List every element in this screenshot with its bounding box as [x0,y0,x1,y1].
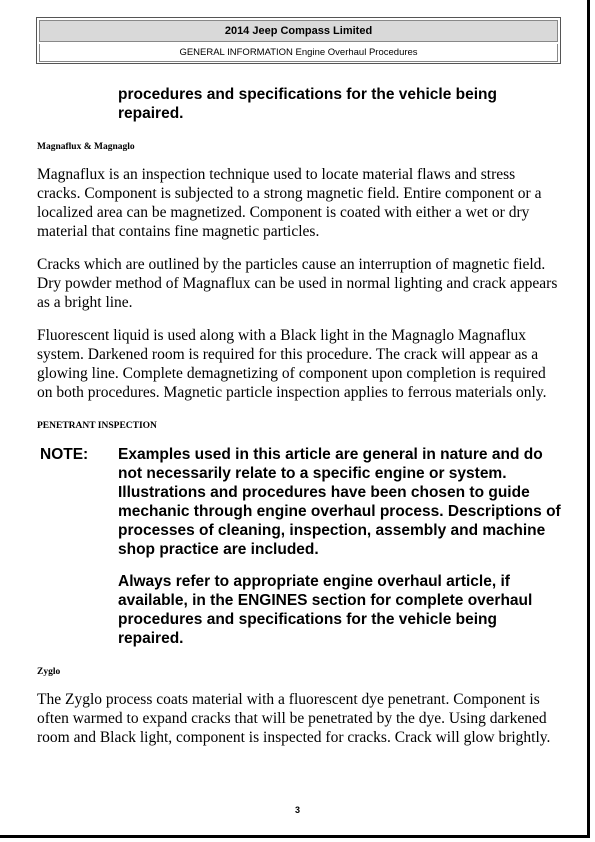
note-paragraph-1: Examples used in this article are general in nature and do not necessarily relate to a specific engine or system. Illustrations and procedures have been chosen to guide mechanic through engine overhaul process. Descriptions of processes of cleaning, inspection, assembly and machine shop practice are included. [118,446,561,558]
paragraph-magnaflux-2: Cracks which are outlined by the particles cause an interruption of magnetic field. Dry powder method of Magnaflux can be used in normal lighting and crack appears as a bright line. [37,256,558,311]
heading-zyglo: Zyglo [37,667,61,677]
paragraph-magnaflux-1: Magnaflux is an inspection technique used to locate material flaws and stress cracks. Component is subjected to a strong magnetic field. Entire component or a localized area can be magnetized. Component is coated with either a wet or dry material that contains fine magnetic particles. [37,166,542,240]
heading-penetrant-inspection: PENETRANT INSPECTION [37,421,157,431]
note-body [118,445,562,648]
note-label: NOTE: [40,446,89,463]
vehicle-title: 2014 Jeep Compass Limited [39,20,558,42]
page-number: 3 [294,805,300,815]
note-block [37,445,562,648]
note-paragraph-2: Always refer to appropriate engine overhaul article, if available, in the ENGINES section for complete overhaul procedures and specifications for the vehicle being repaired. [118,573,533,647]
heading-magnaflux: Magnaflux & Magnaglo [37,142,135,152]
page-content [37,85,562,747]
continued-note-text: procedures and specifications for the vehicle being repaired. [118,86,497,122]
paragraph-magnaflux-3: Fluorescent liquid is used along with a Black light in the Magnaglo Magnaflux system. Darkened room is required for this procedure. The crack will appear as a glowing line. Complete demagnetizing of component upon completion is required on both procedures. Magnetic particle inspection applies to ferrous materials only. [37,327,547,401]
section-subtitle: GENERAL INFORMATION Engine Overhaul Procedures [39,44,558,62]
paragraph-zyglo-1: The Zyglo process coats material with a fluorescent dye penetrant. Component is often warmed to expand cracks that will be penetrated by the dye. Using darkened room and Black light, component is inspected for cracks. Crack will glow brightly. [37,691,551,746]
document-header [36,17,561,64]
